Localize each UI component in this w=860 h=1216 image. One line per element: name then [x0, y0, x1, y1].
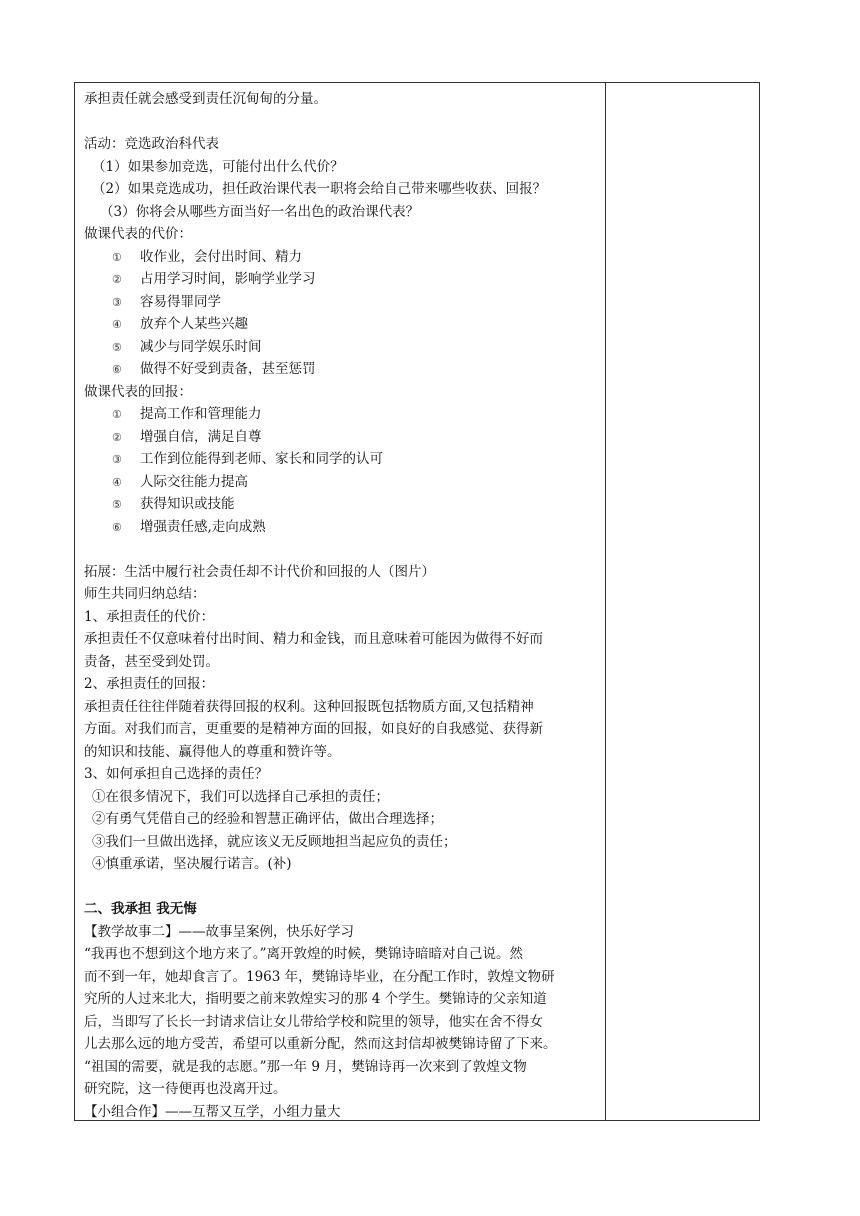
reward-title: 做课代表的回报： [84, 383, 192, 400]
summary-3-item: ④慎重承诺，坚决履行诺言。(补) [92, 856, 292, 872]
story-line: 儿去那么远的地方受苦，希望可以重新分配，然而这封信却被樊锦诗留了下来。 [84, 1036, 557, 1052]
summary-2-title: 2、承担责任的回报： [84, 676, 215, 692]
story-line: 研究院，这一待便再也没离开过。 [84, 1081, 287, 1097]
expand-line: 拓展：生活中履行社会责任却不计代价和回报的人（图片） [84, 563, 435, 580]
paragraph-line: 承担责任往往伴随着获得回报的权利。这种回报既包括物质方面,又包括精神 [84, 698, 534, 715]
summary-3-item: ③我们一旦做出选择，就应该义无反顾地担当起应负的责任； [92, 833, 457, 850]
paragraph-line: 责备，甚至受到处罚。 [84, 653, 219, 670]
content-cell [84, 88, 599, 1123]
cost-title: 做课代表的代价： [84, 226, 192, 242]
list-item: ⑥ 做得不好受到责备，甚至惩罚 [112, 361, 316, 377]
paragraph-line: 的知识和技能、赢得他人的尊重和赞许等。 [84, 743, 341, 760]
list-item: ③ 工作到位能得到老师、家长和同学的认可 [112, 451, 383, 467]
list-item: ① 提高工作和管理能力 [112, 406, 262, 422]
question-1: （1）如果参加竞选，可能付出什么代价？ [92, 158, 344, 175]
section-2-title: 二、我承担 我无悔 [84, 901, 197, 917]
story-title: 【教学故事二】——故事呈案例，快乐好学习 [84, 923, 354, 940]
summary-1-title: 1、承担责任的代价： [84, 608, 215, 625]
summary-3-item: ①在很多情况下，我们可以选择自己承担的责任； [92, 788, 389, 805]
summary-3-item: ②有勇气凭借自己的经验和智慧正确评估，做出合理选择； [92, 811, 443, 827]
summary-title: 师生共同归纳总结： [84, 586, 206, 602]
list-item: ⑤ 获得知识或技能 [112, 496, 235, 512]
list-item: ⑤ 减少与同学娱乐时间 [112, 338, 262, 355]
lesson-table [74, 82, 760, 1121]
question-2: （2）如果竞选成功，担任政治课代表一职将会给自己带来哪些收获、回报？ [92, 181, 547, 197]
paragraph-line: 承担责任不仅意味着付出时间、精力和金钱，而且意味着可能因为做得不好而 [84, 631, 543, 647]
list-item: ⑥ 增强责任感,走向成熟 [112, 518, 266, 535]
paragraph-line: 方面。对我们而言，更重要的是精神方面的回报，如良好的自我感觉、获得新 [84, 721, 543, 737]
story-line: 而不到一年，她却食言了。1963 年，樊锦诗毕业，在分配工作时，敦煌文物研 [84, 968, 555, 985]
list-item: ① 收作业，会付出时间、精力 [112, 248, 302, 265]
story-line: “祖国的需要，就是我的志愿。”那一年 9 月，樊锦诗再一次来到了敦煌文物 [84, 1058, 527, 1075]
group-line: 【小组合作】——互帮又互学，小组力量大 [84, 1103, 341, 1120]
intro-line: 承担责任就会感受到责任沉甸甸的分量。 [84, 91, 327, 107]
list-item: ④ 放弃个人某些兴趣 [112, 316, 248, 332]
column-divider [605, 83, 606, 1120]
list-item: ② 占用学习时间，影响学业学习 [112, 271, 316, 287]
question-3: （3）你将会从哪些方面当好一名出色的政治课代表？ [100, 203, 420, 220]
story-line: “我再也不想到这个地方来了。”离开敦煌的时候，樊锦诗暗暗对自己说。然 [84, 946, 524, 962]
story-line: 后，当即写了长长一封请求信让女儿带给学校和院里的领导，他实在舍不得女 [84, 1013, 543, 1030]
story-line: 究所的人过来北大，指明要之前来敦煌实习的那 4 个学生。樊锦诗的父亲知道 [84, 991, 547, 1007]
summary-3-title: 3、如何承担自己选择的责任？ [84, 766, 269, 782]
activity-title: 活动：竞选政治科代表 [84, 136, 219, 152]
list-item: ③ 容易得罪同学 [112, 293, 221, 310]
list-item: ② 增强自信，满足自尊 [112, 428, 262, 445]
list-item: ④ 人际交往能力提高 [112, 473, 248, 490]
